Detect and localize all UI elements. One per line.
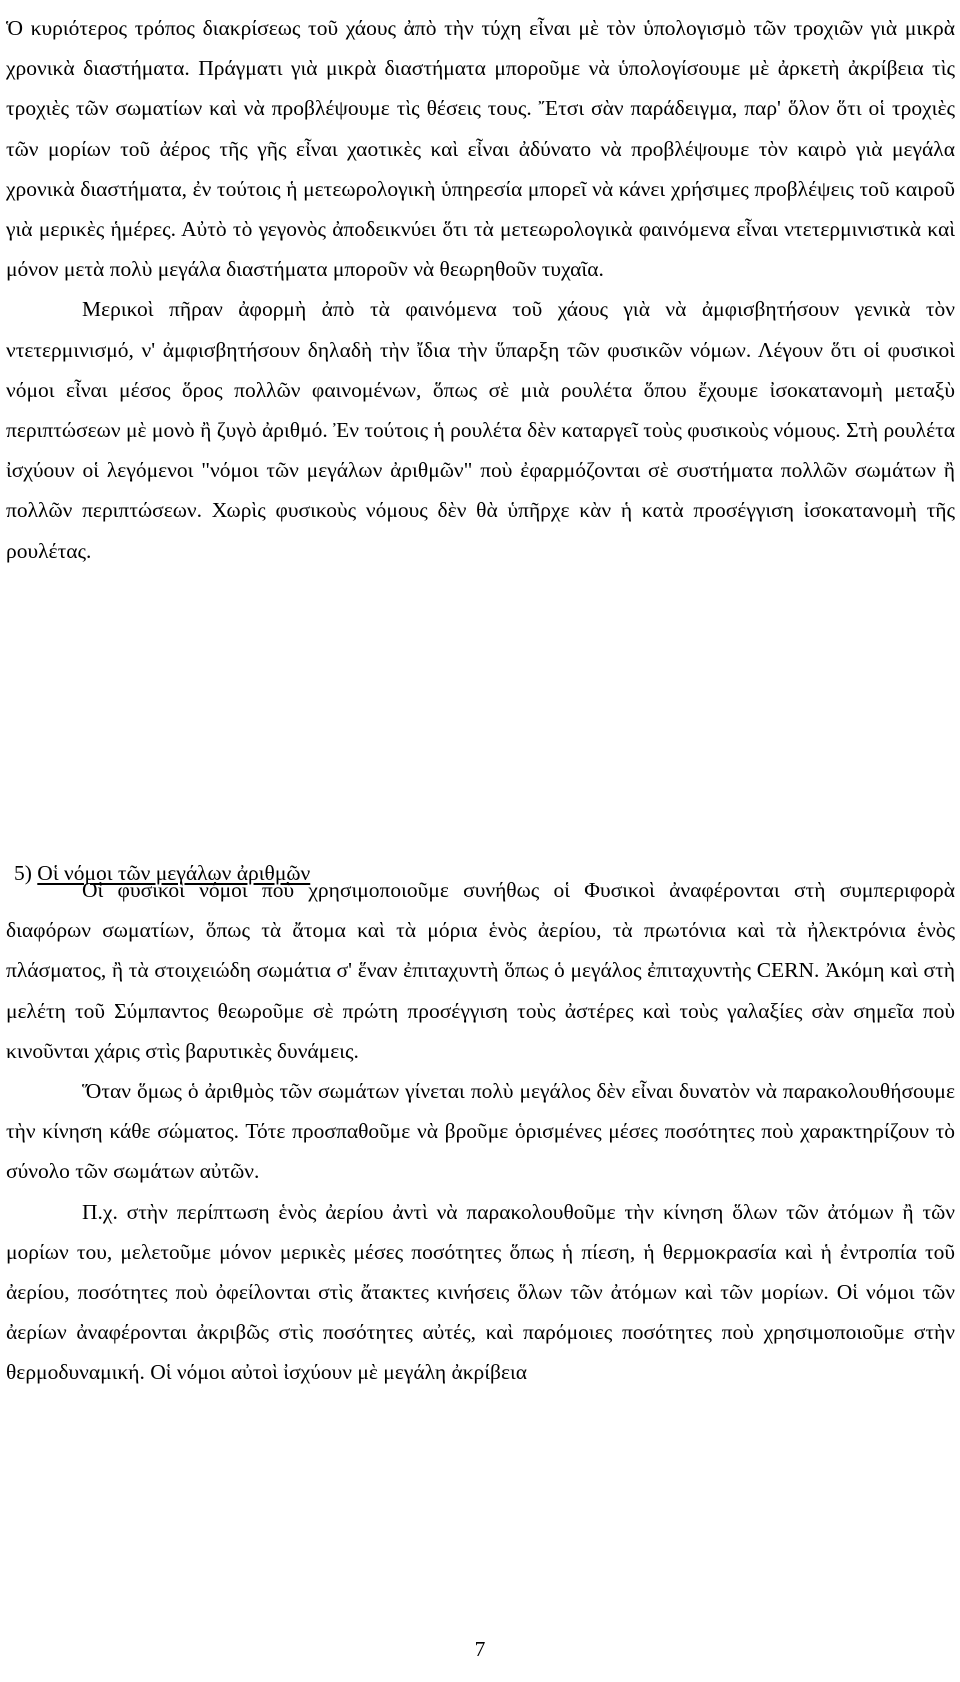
- paragraph-physical-laws: Οἱ φυσικοὶ νόμοι ποὺ χρησιμοποιοῦμε συνήθως οἱ Φυσικοὶ ἀναφέρονται στὴ συμπεριφορὰ διαφόρων σωματίων, ὅπως τὰ ἄτομα καὶ τὰ μόρια ἑνὸς ἀερίου, τὰ πρωτόνια καὶ τὰ ἠλεκτρόνια ἑνὸς πλάσματος, ἢ τὰ στοιχειώδη σωμάτια σ' ἕναν ἐπιταχυντὴ ὅπως ὁ μεγάλος ἐπιταχυντὴς CERN. Ἀκόμη καὶ στὴ μελέτη τοῦ Σύμπαντος θεωροῦμε σὲ πρώτη προσέγγιση τοὺς ἀστέρες καὶ τοὺς γαλαξίες σὰν σημεῖα ποὺ κινοῦνται χάρις στὶς βαρυτικὲς δυνάμεις.: [6, 878, 955, 1063]
- body-text-bottom: [6, 870, 955, 1393]
- paragraph-determinism-roulette: Μερικοὶ πῆραν ἀφορμὴ ἀπὸ τὰ φαινόμενα τοῦ χάους γιὰ νὰ ἀμφισβητήσουν γενικὰ τὸν ντετερμινισμό, ν' ἀμφισβητήσουν δηλαδὴ τὴν ἴδια τὴν ὕπαρξη τῶν φυσικῶν νόμων. Λέγουν ὅτι οἱ φυσικοὶ νόμοι εἶναι μέσος ὅρος πολλῶν φαινομένων, ὅπως σὲ μιὰ ρουλέτα ὅπου ἔχουμε ἰσοκατανομὴ μεταξὺ περιπτώσεων μὲ μονὸ ἢ ζυγὸ ἀριθμό. Ἐν τούτοις ἡ ρουλέτα δὲν καταργεῖ τοὺς φυσικοὺς νόμους. Στὴ ρουλέτα ἰσχύουν οἱ λεγόμενοι "νόμοι τῶν μεγάλων ἀριθμῶν" ποὺ ἐφαρμόζονται σὲ συστήματα πολλῶν σωμάτων ἢ πολλῶν περιπτώσεων. Χωρὶς φυσικοὺς νόμους δὲν θὰ ὑπῆρχε κὰν ἡ κατὰ προσέγγιση ἰσοκατανομὴ τῆς ρουλέτας.: [6, 297, 955, 563]
- section-number: 5): [14, 861, 32, 885]
- paragraph-many-bodies: Ὅταν ὅμως ὁ ἀριθμὸς τῶν σωμάτων γίνεται πολὺ μεγάλος δὲν εἶναι δυνατὸν νὰ παρακολουθήσουμε τὴν κίνηση κάθε σώματος. Τότε προσπαθοῦμε νὰ βροῦμε ὁρισμένες μέσες ποσότητες ποὺ χαρακτηρίζουν τὸ σύνολο τῶν σωμάτων αὐτῶν.: [6, 1079, 955, 1184]
- section-title: Οἱ νόμοι τῶν μεγάλων ἀριθμῶν: [37, 861, 311, 885]
- page-number: 7: [474, 1637, 486, 1661]
- paragraph-gas-example: Π.χ. στὴν περίπτωση ἑνὸς ἀερίου ἀντὶ νὰ παρακολουθοῦμε τὴν κίνηση ὅλων τῶν ἀτόμων ἢ τῶν μορίων του, μελετοῦμε μόνον μερικὲς μέσες ποσότητες ὅπως ἡ πίεση, ἡ θερμοκρασία καὶ ἡ ἐντροπία τοῦ ἀερίου, ποσότητες ποὺ ὀφείλονται στὶς ἄτακτες κινήσεις ὅλων τῶν ἀτόμων καὶ τῶν μορίων. Οἱ νόμοι τῶν ἀερίων ἀναφέρονται ἀκριβῶς στὶς ποσότητες αὐτές, καὶ παρόμοιες ποσότητες ποὺ χρησιμοποιοῦμε στὴν θερμοδυναμική. Οἱ νόμοι αὐτοὶ ἰσχύουν μὲ μεγάλη ἀκρίβεια: [6, 1199, 955, 1385]
- paragraph-chaos-vs-chance: Ὁ κυριότερος τρόπος διακρίσεως τοῦ χάους ἀπὸ τὴν τύχη εἶναι μὲ τὸν ὑπολογισμὸ τῶν τροχιῶν γιὰ μικρὰ χρονικὰ διαστήματα. Πράγματι γιὰ μικρὰ διαστήματα μποροῦμε νὰ ὑπολογίσουμε μὲ ἀρκετὴ ἀκρίβεια τὶς τροχιὲς τῶν σωματίων καὶ νὰ προβλέψουμε τὶς θέσεις τους. Ἔτσι σὰν παράδειγμα, παρ' ὅλον ὅτι οἱ τροχιὲς τῶν μορίων τοῦ ἀέρος τῆς γῆς εἶναι χαοτικὲς καὶ εἶναι ἀδύνατο νὰ προβλέψουμε τὸν καιρὸ γιὰ μεγάλα χρονικὰ διαστήματα, ἐν τούτοις ἡ μετεωρολογικὴ ὑπηρεσία μπορεῖ νὰ κάνει χρήσιμες προβλέψεις τοῦ καιροῦ γιὰ μερικὲς ἡμέρες. Αὐτὸ τὸ γεγονὸς ἀποδεικνύει ὅτι τὰ μετεωρολογικὰ φαινόμενα εἶναι ντετερμινιστικὰ καὶ μόνον μετὰ πολὺ μεγάλα διαστήματα μποροῦν νὰ θεωρηθοῦν τυχαῖα.: [6, 16, 955, 282]
- body-text-top: [6, 8, 955, 571]
